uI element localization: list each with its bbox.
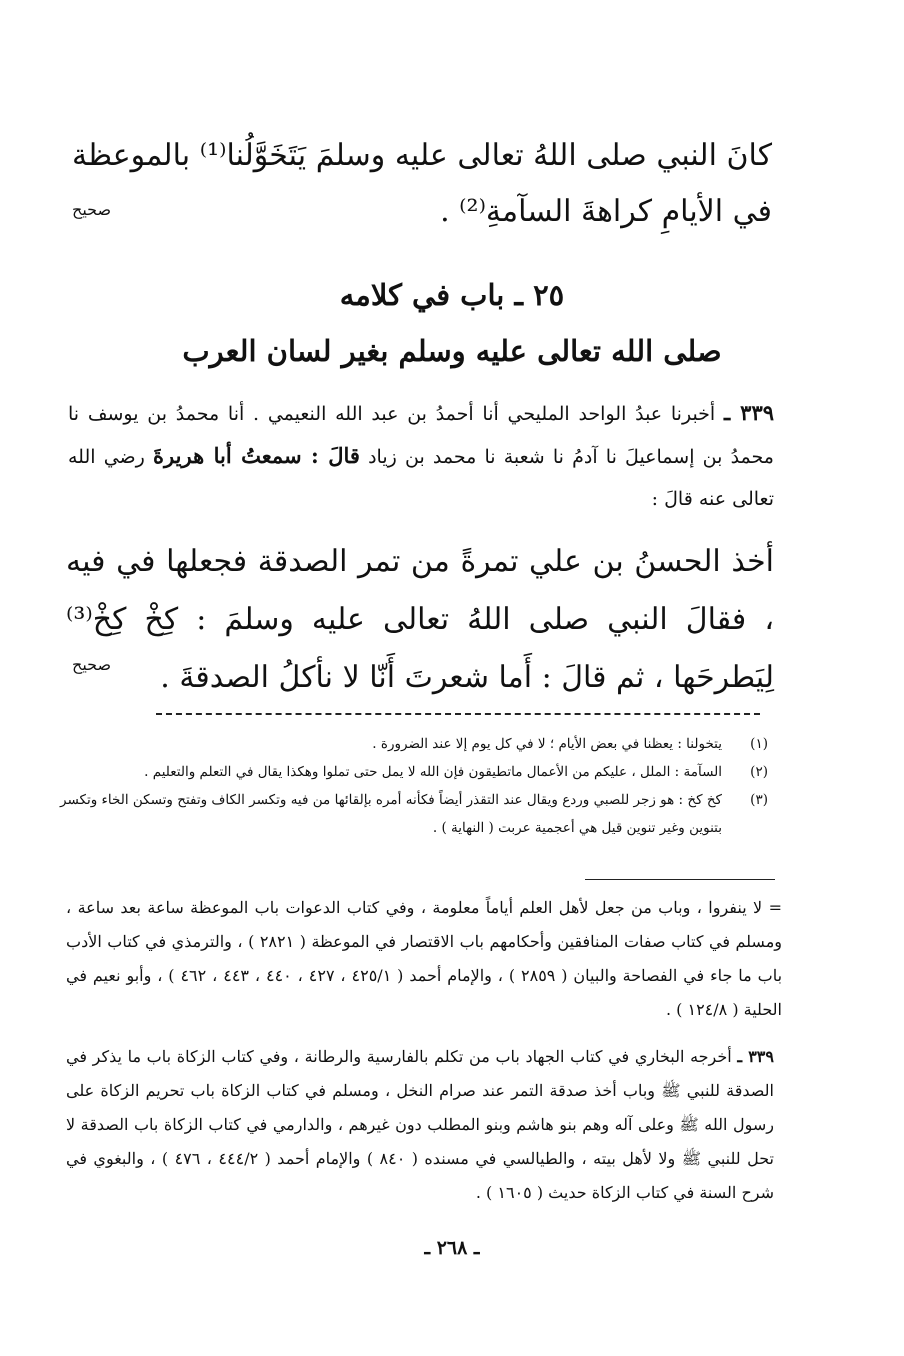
footnotes: [60, 730, 768, 842]
hadith-339-number: ٣٣٩ ـ: [723, 400, 775, 425]
footnote-text: يتخولنا : يعظنا في بعض الأيام ؛ لا في كل يوم إلا عند الضرورة .: [372, 736, 722, 752]
hadith-prev-grade: صحيح: [72, 200, 112, 219]
footnote-text: السآمة : الملل ، عليكم من الأعمال ماتطيقون فإن الله لا يمل حتى تملوا وهكذا يقال في التعلم والتعليم .: [144, 764, 722, 780]
footnote-number: (٣): [750, 792, 768, 808]
takhrij-339-text: أخرجه البخاري في كتاب الجهاد باب من تكلم بالفارسية والرطانة ، وفي كتاب الزكاة باب ما يذكر في الصدقة للنبي ﷺ وباب أخذ صدقة التمر عند صرام النخل ، ومسلم في كتاب الزكاة باب تحريم الزكاة على رسول الله ﷺ وعلى آله وهم بنو هاشم وبنو المطلب دون غيرهم ، والدارمي في كتاب الزكاة باب الصدقة لا تحل للنبي ﷺ ولا لأهل بيته ، والطيالسي في مسنده ( ٨٤٠ ) والإمام أحمد ( ٤٤٤/٢ ، ٤٧٦ ) ، والبغوي في شرح السنة في كتاب الزكاة حديث ( ١٦٠٥ ) .: [66, 1047, 774, 1202]
takhrij-separator: [585, 879, 775, 880]
footnote-1: [60, 730, 768, 758]
footnote-separator: [156, 713, 760, 715]
hadith-339-isnad: [68, 392, 774, 520]
takhrij-339-number: ٣٣٩ ـ: [737, 1047, 774, 1066]
footnote-3: [60, 786, 768, 842]
chapter-title-line2: صلى الله تعالى عليه وسلم بغير لسان العرب: [182, 334, 722, 368]
footnote-2: [60, 758, 768, 786]
takhrij-339: [66, 1040, 774, 1210]
footnote-text: كخ كخ : هو زجر للصبي وردع ويقال عند التقذر أيضاً فكأنه أمره بإلقائها من فيه وتكسر الكاف وتفتح وتسكن الخاء وتكسر بتنوين وغير تنوين قيل هي أعجمية عربت ( النهاية ) .: [60, 792, 722, 836]
hadith-339-grade: صحيح: [72, 655, 112, 674]
footnote-number: (١): [750, 736, 768, 752]
page-number: ـ ٢٦٨ ـ: [424, 1237, 480, 1259]
hadith-339-isnad-bold: قالَ : سمعتُ أبا هريرةَ: [153, 443, 360, 468]
chapter-title-line1: ٢٥ ـ باب في كلامه: [339, 278, 565, 312]
hadith-339-matn: أخذ الحسنُ بن علي تمرةً من تمر الصدقة فجعلها في فيه ، فقالَ النبي صلى اللهُ تعالى عليه وسلمَ : كِخْ كِخْ⁽³⁾ لِيَطرحَها ، ثم قالَ : أَما شعرتَ أَنّا لا نأكلُ الصدقةَ .: [66, 544, 774, 695]
takhrij-continued: = لا ينفروا ، وباب من جعل لأهل العلم أياماً معلومة ، وفي كتاب الدعوات باب الموعظة ساعة بعد ساعة ، ومسلم في كتاب صفات المنافقين وأحكامهم باب الاقتصار في الموعظة ( ٢٨٢١ ) ، والترمذي في كتاب الأدب باب ما جاء في الفصاحة والبيان ( ٢٨٥٩ ) ، والإمام أحمد ( ٤٢٥/١ ، ٤٢٧ ، ٤٤٠ ، ٤٤٣ ، ٤٦٢ ) ، وأبو نعيم في الحلية ( ١٢٤/٨ ) .: [66, 898, 783, 1019]
hadith-339-isnad-chain: أخبرنا عبدُ الواحد المليحي أنا أحمدُ بن عبد الله النعيمي . أنا محمدُ بن يوسف نا محمدُ بن إسماعيلَ نا آدمُ نا شعبة نا محمد بن زياد: [68, 403, 774, 468]
hadith-prev-text: كانَ النبي صلى اللهُ تعالى عليه وسلمَ يَتَخَوَّلُنا⁽¹⁾ بالموعظة في الأيامِ كراهةَ السآمةِ⁽²⁾ .: [72, 138, 772, 229]
footnote-number: (٢): [750, 764, 768, 780]
hadith-339-isnad-end: رضي الله تعالى عنه قالَ :: [68, 446, 774, 510]
